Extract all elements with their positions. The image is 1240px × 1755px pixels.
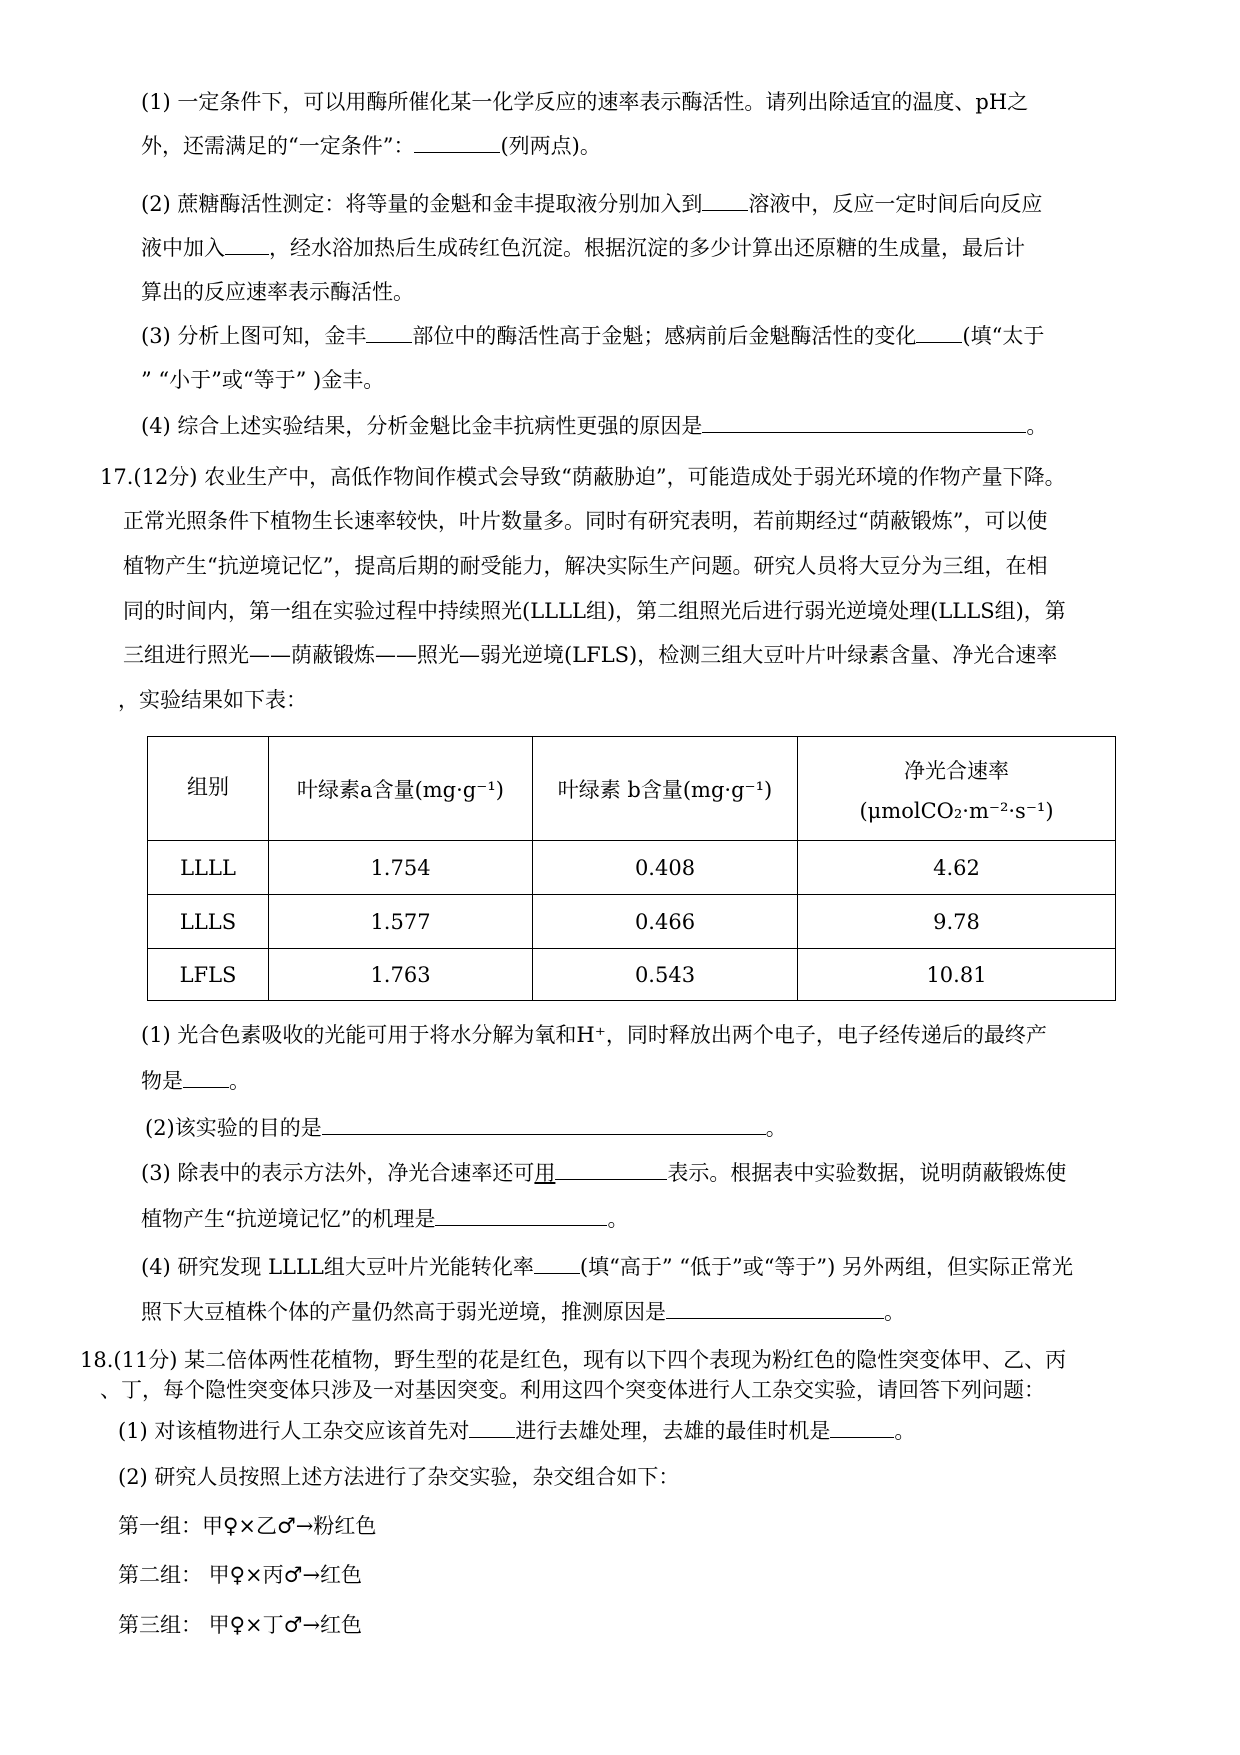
table-header-cell: 叶绿素a含量(mg·g⁻¹) <box>269 737 533 841</box>
answer-blank[interactable] <box>702 412 1026 433</box>
answer-blank[interactable] <box>183 1067 229 1088</box>
q16-part2-text-mid: 溶液中，反应一定时间后向反应 <box>748 192 1043 216</box>
q16-part3-text: (3) 分析上图可知，金丰 <box>141 324 367 348</box>
table-cell: 1.577 <box>269 895 533 949</box>
q17-stem-line1: 17.(12分) 农业生产中，高低作物间作模式会导致“荫蔽胁迫”，可能造成处于弱光环境的作物产量下降。 <box>100 465 1066 489</box>
table-cell: 9.78 <box>798 895 1116 949</box>
q16-part3-text-mid: 部位中的酶活性高于金魁；感病前后金魁酶活性的变化 <box>412 324 917 348</box>
q17-part1-text-end: 。 <box>229 1069 250 1093</box>
table-row <box>148 949 1116 1001</box>
q17-part1-line2 <box>141 1067 250 1095</box>
q16-part2-line1 <box>141 190 1042 218</box>
q16-part3-text-end: (填“太于 <box>962 324 1045 348</box>
table-cell: 4.62 <box>798 841 1116 895</box>
results-table <box>147 736 1116 1001</box>
table-cell: 1.763 <box>269 949 533 1001</box>
q16-part4-text-end: 。 <box>1026 414 1048 438</box>
q17-part4-line2 <box>141 1298 905 1326</box>
table-cell: LFLS <box>148 949 269 1001</box>
q17-stem-line4: 同的时间内，第一组在实验过程中持续照光(LLLL组)，第二组照光后进行弱光逆境处理(LLLS组)，第 <box>123 599 1066 623</box>
q17-part4-text-mid: (填“高于” “低于”或“等于”) 另外两组，但实际正常光 <box>579 1255 1074 1279</box>
table-row <box>148 841 1116 895</box>
answer-blank[interactable] <box>666 1298 884 1319</box>
table-cell: LLLS <box>148 895 269 949</box>
table-header-cell <box>798 737 1116 841</box>
q17-stem-line2: 正常光照条件下植物生长速率较快，叶片数量多。同时有研究表明，若前期经过“荫蔽锻炼”，可以使 <box>123 509 1048 533</box>
q17-stem-line3: 植物产生“抗逆境记忆”，提高后期的耐受能力，解决实际生产问题。研究人员将大豆分为三组，在相 <box>123 554 1048 578</box>
q18-part1-text-end: 。 <box>894 1419 916 1443</box>
q17-part3-text: 植物产生“抗逆境记忆”的机理是 <box>141 1207 436 1231</box>
table-cell: LLLL <box>148 841 269 895</box>
q16-part1-text: 外，还需满足的“一定条件”： <box>141 134 415 158</box>
q17-part2-line <box>145 1114 787 1142</box>
q17-part4-text: (4) 研究发现 LLLL组大豆叶片光能转化率 <box>141 1255 534 1279</box>
q16-part2-line2 <box>141 234 1025 262</box>
q17-part3-text-end: 。 <box>607 1207 629 1231</box>
answer-blank[interactable] <box>225 234 269 255</box>
net-photosynthesis-header: 净光合速率 <box>904 758 1009 783</box>
q17-part1-line1: (1) 光合色素吸收的光能可用于将水分解为氧和H⁺，同时释放出两个电子，电子经传递后的最终产 <box>141 1023 1047 1047</box>
q16-part3-line2: ” “小于”或“等于” )金丰。 <box>141 368 385 392</box>
q17-part2-text: (2)该实验的目的是 <box>145 1116 322 1140</box>
table-cell: 1.754 <box>269 841 533 895</box>
q16-part3-line1 <box>141 322 1044 350</box>
q16-part1-line2 <box>141 132 601 160</box>
q16-part1-text-end: (列两点)。 <box>500 134 601 158</box>
table-row <box>148 895 1116 949</box>
q17-stem-line6: ，实验结果如下表： <box>118 688 307 712</box>
net-photosynthesis-unit: (μmolCO₂·m⁻²·s⁻¹) <box>859 798 1054 823</box>
table-cell: 0.466 <box>533 895 798 949</box>
q16-part2-text-end: ，经水浴加热后生成砖红色沉淀。根据沉淀的多少计算出还原糖的生成量，最后计 <box>269 236 1025 260</box>
q17-part3-line1 <box>141 1159 1066 1187</box>
table-cell: 10.81 <box>798 949 1116 1001</box>
q17-part1-text: 物是 <box>141 1069 183 1093</box>
answer-blank[interactable] <box>555 1159 667 1180</box>
q18-cross-group-1: 第一组：甲♀×乙♂→粉红色 <box>118 1514 377 1538</box>
table-header-row <box>148 737 1116 841</box>
q17-part2-text-end: 。 <box>765 1116 787 1140</box>
answer-blank[interactable] <box>322 1114 766 1135</box>
answer-blank[interactable] <box>702 190 748 211</box>
q17-part3-underlined: 用 <box>534 1161 556 1185</box>
q16-part4-line <box>141 412 1047 440</box>
q16-part4-text: (4) 综合上述实验结果，分析金魁比金丰抗病性更强的原因是 <box>141 414 703 438</box>
table-header-cell: 组别 <box>148 737 269 841</box>
q17-part4-text-end: 。 <box>884 1300 905 1324</box>
answer-blank[interactable] <box>366 322 412 343</box>
q18-part1-line <box>118 1417 915 1445</box>
q16-part1-line1: (1) 一定条件下，可以用酶所催化某一化学反应的速率表示酶活性。请列出除适宜的温度、pH之 <box>141 90 1029 114</box>
q16-part2-text: (2) 蔗糖酶活性测定：将等量的金魁和金丰提取液分别加入到 <box>141 192 703 216</box>
table-header-cell: 叶绿素 b含量(mg·g⁻¹) <box>533 737 798 841</box>
q16-part2-line3: 算出的反应速率表示酶活性。 <box>141 280 414 304</box>
q17-part3-line2 <box>141 1205 628 1233</box>
table-cell: 0.543 <box>533 949 798 1001</box>
answer-blank[interactable] <box>534 1253 580 1274</box>
q17-part4-text: 照下大豆植株个体的产量仍然高于弱光逆境，推测原因是 <box>141 1300 666 1324</box>
q18-stem-line2: 、丁，每个隐性突变体只涉及一对基因突变。利用这四个突变体进行人工杂交实验，请回答下列问题： <box>100 1378 1045 1402</box>
q17-part3-text-mid: 表示。根据表中实验数据，说明荫蔽锻炼使 <box>667 1161 1067 1185</box>
q18-part1-text: (1) 对该植物进行人工杂交应该首先对 <box>118 1419 470 1443</box>
q16-part2-text: 液中加入 <box>141 236 225 260</box>
q17-stem-line5: 三组进行照光——荫蔽锻炼——照光—弱光逆境(LFLS)，检测三组大豆叶片叶绿素含量、净光合速率 <box>123 643 1058 667</box>
q17-part3-text: (3) 除表中的表示方法外，净光合速率还可 <box>141 1161 535 1185</box>
table-cell: 0.408 <box>533 841 798 895</box>
answer-blank[interactable] <box>469 1417 515 1438</box>
q18-cross-group-3: 第三组： 甲♀×丁♂→红色 <box>118 1613 363 1637</box>
q18-stem-line1: 18.(11分) 某二倍体两性花植物，野生型的花是红色，现有以下四个表现为粉红色的隐性突变体甲、乙、丙 <box>80 1348 1067 1372</box>
answer-blank[interactable] <box>830 1417 894 1438</box>
answer-blank[interactable] <box>916 322 962 343</box>
q18-part1-text-mid: 进行去雄处理，去雄的最佳时机是 <box>515 1419 831 1443</box>
q18-cross-group-2: 第二组： 甲♀×丙♂→红色 <box>118 1563 363 1587</box>
q18-part2-line: (2) 研究人员按照上述方法进行了杂交实验，杂交组合如下： <box>118 1465 680 1489</box>
q17-part4-line1 <box>141 1253 1073 1281</box>
answer-blank[interactable] <box>414 132 500 153</box>
answer-blank[interactable] <box>435 1205 607 1226</box>
